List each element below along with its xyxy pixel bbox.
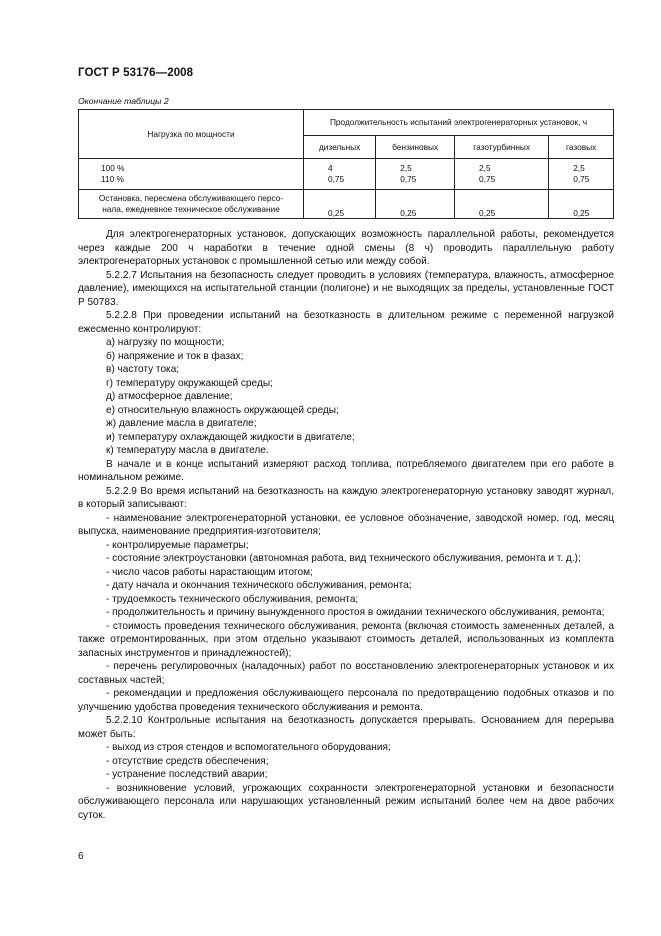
cell-value: 4 [328, 163, 333, 173]
list-item: - дату начала и окончания технического обслуживания, ремонта; [106, 580, 412, 591]
cell-value: 0,75 [400, 174, 417, 184]
document-header: ГОСТ Р 53176—2008 [78, 67, 194, 79]
list-item: - состояние электроустановки (автономная работа, вид технического обслуживания, ремонта и т. д.); [106, 553, 581, 564]
paragraph: Для электрогенераторных установок, допускающих возможность параллельной работы, рекомендуется через каждые 200 ч наработки в течение одной смены (8 ч) проводить параллельную работу электрогенераторных установок с промышленной сетью или между собой. [78, 229, 614, 267]
list-item: д) атмосферное давление; [106, 391, 233, 402]
list-item: - рекомендации и предложения обслуживающего персонала по предотвращению подобных отказов и по улучшению удобства проведения технического обслуживания и ремонта. [78, 688, 614, 713]
list-item: - стоимость проведения технического обслуживания, ремонта (включая стоимость замененных деталей, а также отремонтированных, при этом отдельно указывают стоимость деталей, использованных из комплекта запасных инструментов и принадлежностей); [78, 620, 614, 659]
cell-value: 2,5 [400, 163, 412, 173]
col-diesel: дизельных [304, 136, 376, 159]
load-110: 110 % [101, 174, 124, 184]
cell-value: 0,25 [549, 190, 614, 219]
cell-value: 2,5 [479, 163, 491, 173]
list-item: е) относительную влажность окружающей среды; [106, 404, 339, 416]
list-item: - отсутствие средств обеспечения; [106, 755, 269, 767]
list-item: а) нагрузку по мощности; [106, 337, 225, 348]
paragraph: В начале и в конце испытаний измеряют расход топлива, потребляемого двигателем при его работе в номинальном режиме. [78, 458, 614, 483]
cell-value: 2,5 [573, 163, 585, 173]
list-item: - трудоемкость технического обслуживания, ремонта; [106, 593, 359, 605]
list-item: б) напряжение и ток в фазах; [106, 350, 244, 362]
list-item: - перечень регулировочных (наладочных) работ по восстановлению электрогенераторных установок и их составных частей; [78, 661, 614, 686]
duration-header: Продолжительность испытаний электрогенераторных установок, ч [304, 110, 614, 136]
col-gas-turbine: газотурбинных [455, 136, 549, 159]
paragraph: 5.2.2.10 Контрольные испытания на безотказность допускается прерывать. Основанием для перерыва может быть: [78, 715, 614, 740]
list-item: ж) давление масла в двигателе; [106, 418, 257, 429]
list-item: - наименование электрогенераторной установки, ее условное обозначение, заводской номер, год, месяц выпуска, наименование предприятия-изготовителя; [78, 512, 614, 537]
page-number: 6 [78, 851, 84, 862]
paragraph: 5.2.2.8 При проведении испытаний на безотказность в длительном режиме с переменной нагрузкой ежесменно контролируют: [78, 310, 614, 335]
cell-value: 0,75 [573, 174, 590, 184]
paragraph: 5.2.2.9 Во время испытаний на безотказность на каждую электрогенераторную установку заводят журнал, в который записывают: [78, 485, 614, 510]
list-item: - устранение последствий аварии; [106, 769, 268, 780]
list-item: - число часов работы нарастающим итогом; [106, 566, 313, 578]
cell-value: 0,25 [455, 190, 549, 219]
cell-value: 0,75 [328, 174, 345, 184]
table-caption: Окончание таблицы 2 [78, 96, 169, 106]
load-100: 100 % [101, 163, 125, 173]
list-item: - возникновение условий, угрожающих сохранности электрогенераторной установки и безопасности обслуживающего персонала или нарушающих установленный режим испытаний более чем на двое рабочих суток. [78, 782, 614, 821]
cell-value: 0,75 [479, 174, 496, 184]
load-header: Нагрузка по мощности [79, 110, 304, 159]
list-item: - контролируемые параметры; [106, 539, 249, 551]
body-text [78, 228, 614, 822]
list-item: и) температуру охлаждающей жидкости в двигателе; [106, 431, 355, 443]
cell-value: 0,25 [304, 190, 376, 219]
list-item: - продолжительность и причину вынужденного простоя в ожидании технического обслуживания, ремонта; [106, 607, 605, 618]
table-row [79, 159, 614, 190]
list-item: - выход из строя стендов и вспомогательного оборудования; [106, 742, 391, 753]
row-label-line2: нала, ежедневное техническое обслуживание [102, 204, 280, 214]
table-row [79, 190, 614, 219]
cell-value: 0,25 [376, 190, 455, 219]
list-item: г) температуру окружающей среды; [106, 377, 273, 389]
paragraph: 5.2.2.7 Испытания на безопасность следует проводить в условиях (температура, влажность, атмосферное давление), имеющихся на испытательной станции (полигоне) и не выходящих за пределы, установленные ГОСТ Р 50783. [78, 269, 614, 308]
row-label-line1: Остановка, пересмена обслуживающего персо- [98, 193, 284, 203]
list-item: к) температуру масла в двигателе. [106, 445, 269, 456]
table-2 [78, 109, 614, 219]
col-petrol: бензиновых [376, 136, 455, 159]
list-item: в) частоту тока; [106, 364, 180, 375]
col-gas: газовых [549, 136, 614, 159]
